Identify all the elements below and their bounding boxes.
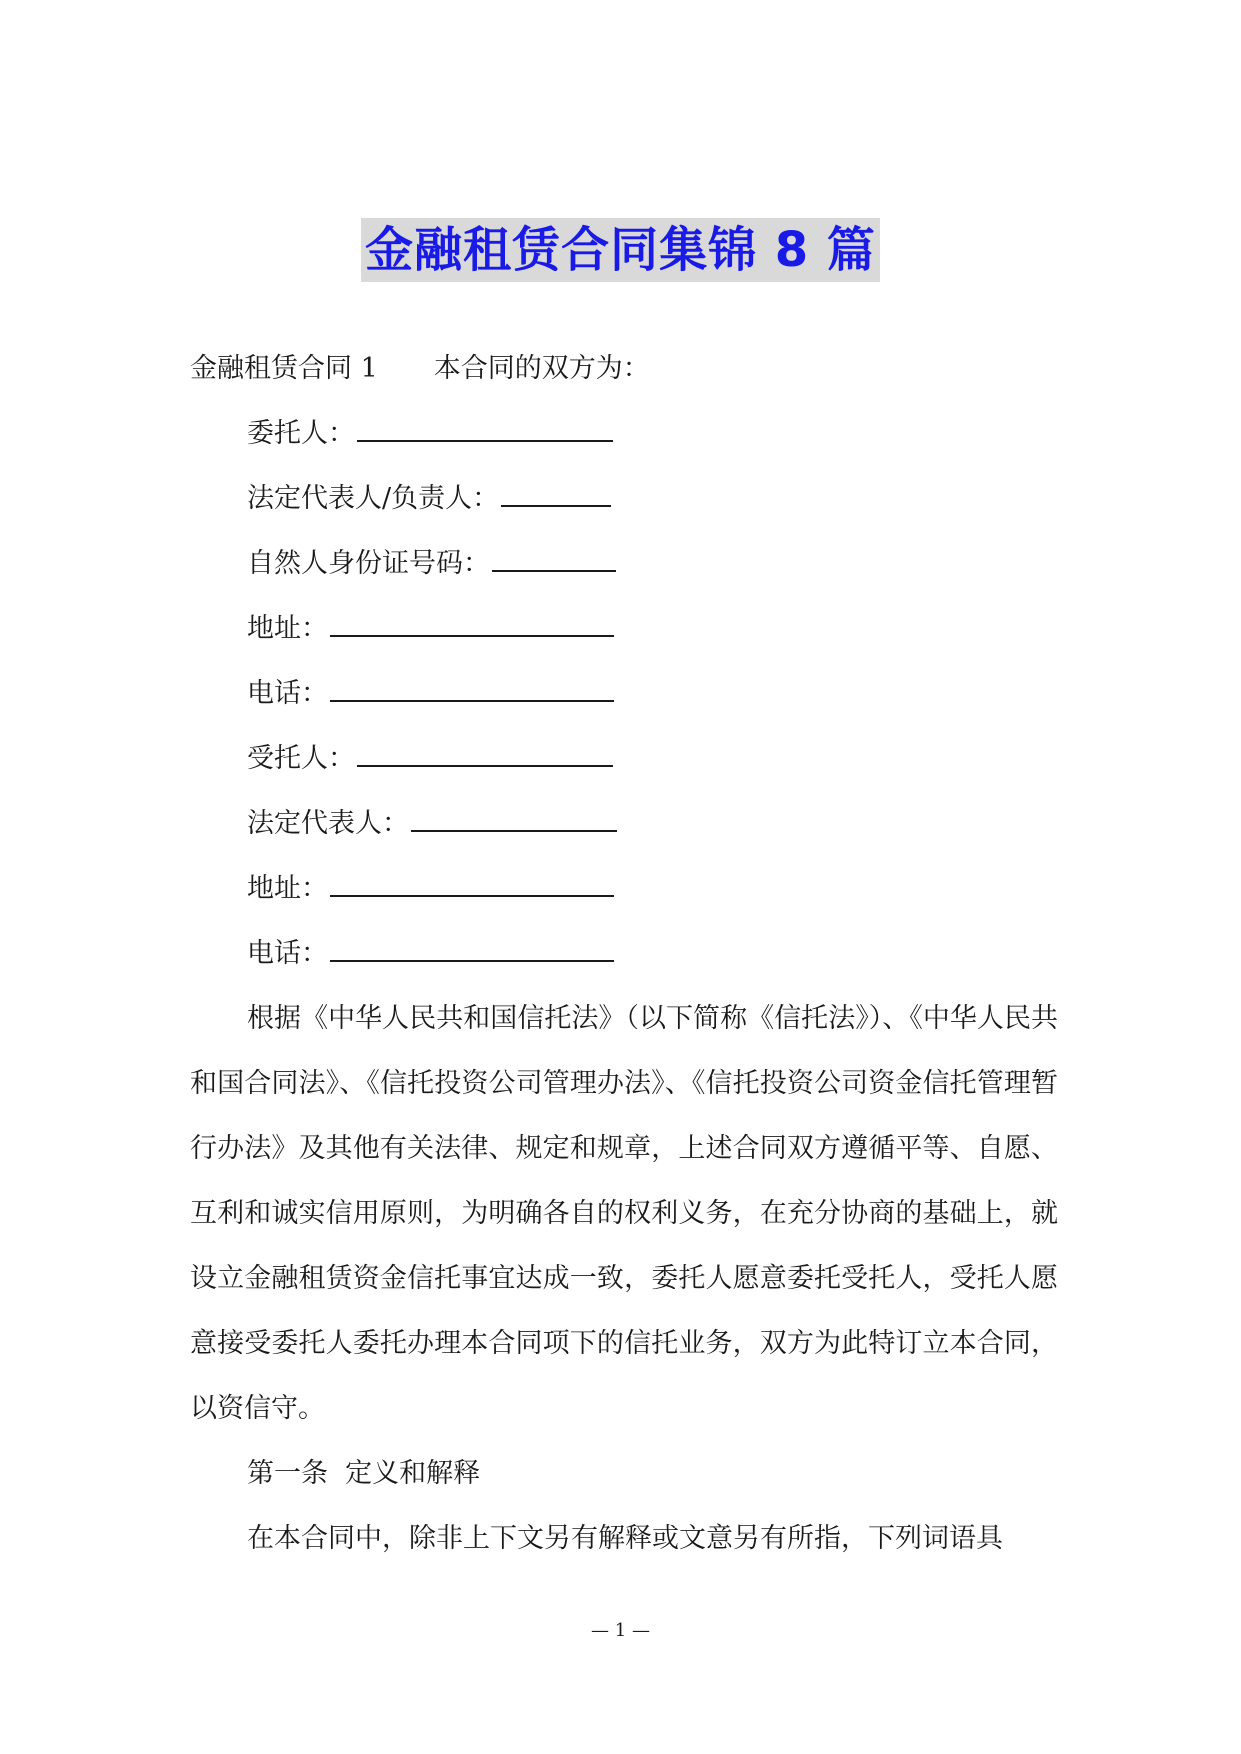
- document-body: [190, 336, 1058, 1571]
- document-title: 金融租赁合同集锦 8 篇: [361, 218, 880, 282]
- field-row: [190, 596, 1058, 661]
- blank-line: [330, 672, 614, 702]
- field-label: 法定代表人：: [247, 808, 409, 839]
- field-label: 自然人身份证号码：: [247, 548, 490, 579]
- contract-number: 金融租赁合同 1: [190, 353, 378, 384]
- field-label: 委托人：: [247, 418, 355, 449]
- blank-line: [330, 867, 614, 897]
- blank-line: [411, 802, 617, 832]
- field-row: [190, 921, 1058, 986]
- field-label: 地址：: [247, 873, 328, 904]
- field-row: [190, 401, 1058, 466]
- blank-line: [357, 412, 613, 442]
- blank-line: [330, 932, 614, 962]
- field-row: [190, 661, 1058, 726]
- title-wrap: [0, 218, 1241, 282]
- parties-intro: 本合同的双方为：: [433, 353, 650, 384]
- field-row: [190, 726, 1058, 791]
- field-row: [190, 791, 1058, 856]
- blank-line: [501, 477, 611, 507]
- field-label: 电话：: [247, 678, 328, 709]
- field-row: [190, 531, 1058, 596]
- field-label: 法定代表人/负责人：: [247, 483, 500, 514]
- paragraph-definitions: 在本合同中，除非上下文另有解释或文意另有所指，下列词语具: [247, 1523, 1003, 1554]
- field-row: [190, 856, 1058, 921]
- article-heading: 第一条 定义和解释: [247, 1458, 481, 1489]
- blank-line: [330, 607, 614, 637]
- field-label: 受托人：: [247, 743, 355, 774]
- blank-line: [492, 542, 616, 572]
- blank-line: [357, 737, 613, 767]
- field-row: [190, 466, 1058, 531]
- page-number: — 1 —: [591, 1620, 650, 1641]
- paragraph-preamble: 根据《中华人民共和国信托法》（以下简称《信托法》）、《中华人民共和国合同法》、《信托投资公司管理办法》、《信托投资公司资金信托管理暂行办法》及其他有关法律、规定和规章，上述合同双方遵循平等、自愿、互利和诚实信用原则，为明确各自的权利义务，在充分协商的基础上，就设立金融租赁资金信托事宜达成一致，委托人愿意委托受托人，受托人愿意接受委托人委托办理本合同项下的信托业务，双方为此特订立本合同，以资信守。: [190, 1003, 1058, 1424]
- heading-line: [190, 336, 1058, 401]
- field-label: 电话：: [247, 938, 328, 969]
- field-label: 地址：: [247, 613, 328, 644]
